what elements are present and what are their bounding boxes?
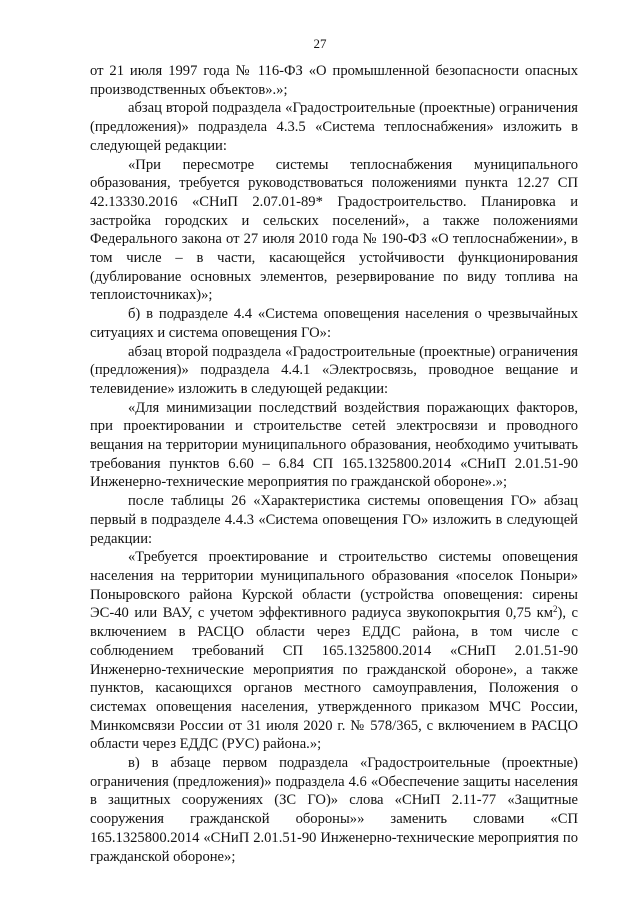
superscript-2: 2: [553, 604, 558, 615]
warning-text-part-2: ), с включением в РАСЦО области через ЕДДС района, в том числе с соблюдением требований СП 165.1325800.2014 «СНиП 2.01.51-90 Инженерно-технические мероприятия по гражданской обороне», а также пунктов, касающихся органов местного самоуправления, Положения о системах оповещения населения, утвержденного приказом МЧС России, Минкомсвязи России от 31 июля 2020 г. № 578/365, с включением в РАСЦО области через ЕДДС (РУС) района.»;: [90, 605, 578, 753]
warning-text-part-1: «Требуется проектирование и строительство системы оповещения населения на территории муниципального образования «поселок Поныри» Поныровского района Курской области (устройства оповещения: сирены ЭС-40 или ВАУ, с учетом эффективного радиуса звукопокрытия 0,75 км: [90, 549, 578, 622]
document-body: [90, 62, 578, 866]
paragraph-warning-system-text: [90, 548, 578, 754]
paragraph-telecom-instruction: абзац второй подраздела «Градостроительные (проектные) ограничения (предложения)» подраздела 4.4.1 «Электросвязь, проводное вещание и телевидение» изложить в следующей редакции:: [90, 343, 578, 397]
paragraph-shelters-instruction: в) в абзаце первом подраздела «Градостроительные (проектные) ограничения (предложения)» подраздела 4.6 «Обеспечение защиты населения в защитных сооружениях (ЗС ГО)» слова «СНиП 2.11-77 «Защитные сооружения гражданской обороны»» заменить словами «СП 165.1325800.2014 «СНиП 2.01.51-90 Инженерно-технические мероприятия по гражданской обороне»;: [90, 755, 578, 865]
paragraph-table-26-instruction: после таблицы 26 «Характеристика системы оповещения ГО» абзац первый в подразделе 4.4.3 «Система оповещения ГО» изложить в следующей редакции:: [90, 493, 578, 547]
paragraph-telecom-text: «Для минимизации последствий воздействия поражающих факторов, при проектировании и строительстве сетей электросвязи и проводного вещания на территории муниципального образования, необходимо учитывать требования пунктов 6.60 – 6.84 СП 165.1325800.2014 «СНиП 2.01.51-90 Инженерно-технические мероприятия по гражданской обороне».»;: [90, 399, 578, 491]
paragraph-heat-supply-instruction: абзац второй подраздела «Градостроительные (проектные) ограничения (предложения)» подраздела 4.3.5 «Система теплоснабжения» изложить в следующей редакции:: [90, 100, 578, 154]
paragraph-subsection-4-4: б) в подразделе 4.4 «Система оповещения населения о чрезвычайных ситуациях и система оповещения ГО»:: [90, 306, 578, 341]
paragraph-continuation: от 21 июля 1997 года № 116-ФЗ «О промышленной безопасности опасных производственных объектов».»;: [90, 63, 578, 98]
page-number: 27: [313, 36, 327, 51]
paragraph-heat-supply-text: «При пересмотре системы теплоснабжения муниципального образования, требуется руководствоваться положениями пункта 12.27 СП 42.13330.2016 «СНиП 2.07.01-89* Градостроительство. Планировка и застройка городских и сельских поселений», а также положениями Федерального закона от 27 июля 2010 года № 190-ФЗ «О теплоснабжении», в том числе – в части, касающейся устойчивости функционирования (дублирование основных элементов, резервирование по виду топлива на теплоисточниках)»;: [90, 156, 578, 304]
